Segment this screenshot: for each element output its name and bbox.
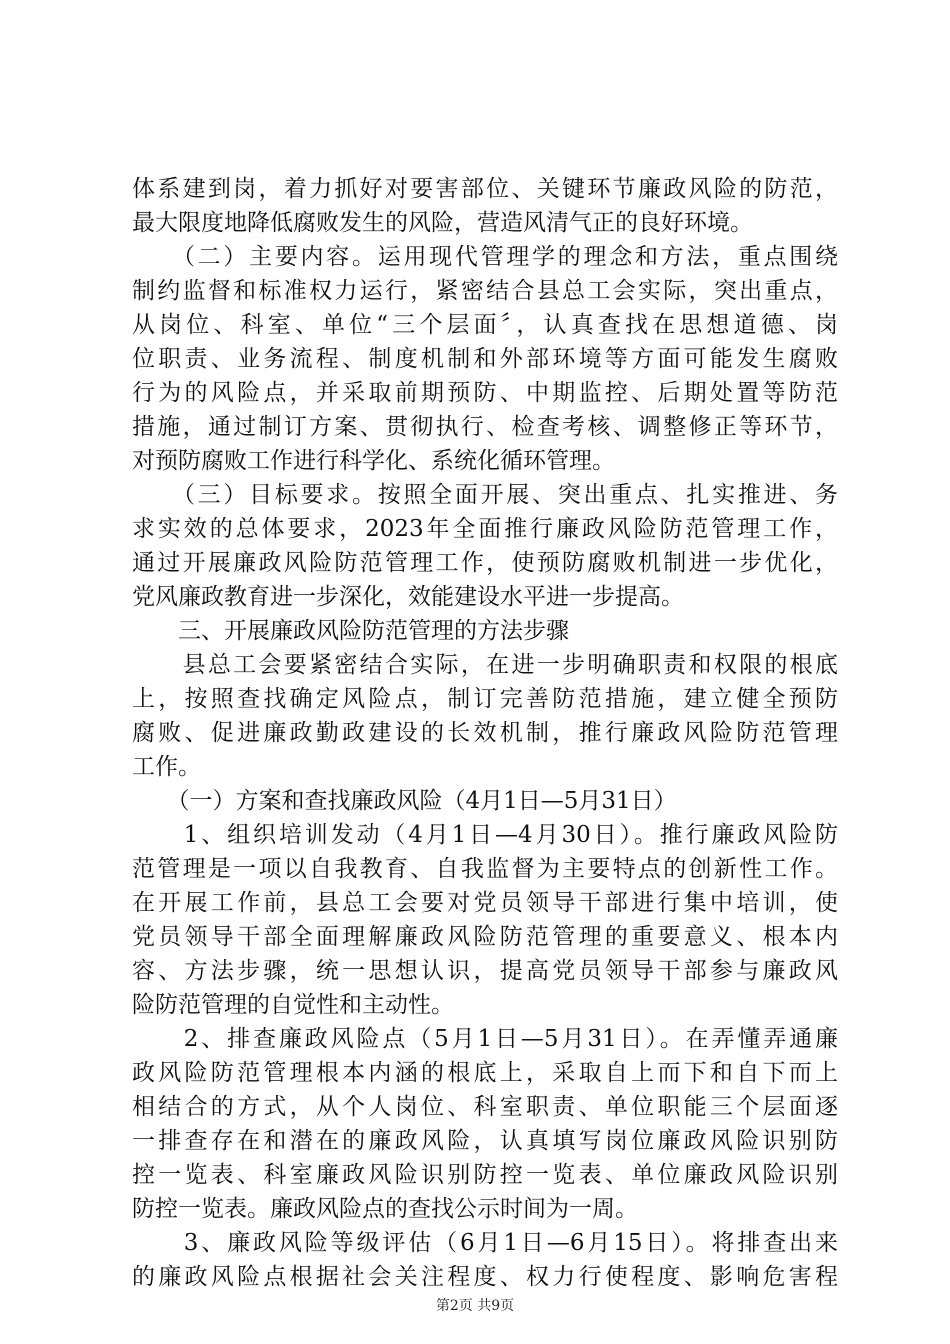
- text-line: 的廉政风险点根据社会关注程度、权力行使程度、影响危害程: [132, 1264, 838, 1290]
- text-line: 制约监督和标准权力运行，紧密结合县总工会实际，突出重点，: [132, 278, 838, 304]
- text-line: 3、廉政风险等级评估（6月1日—6月15日）。将排查出来: [132, 1230, 838, 1256]
- text-line: 险防范管理的自觉性和主动性。: [132, 992, 454, 1018]
- text-line: 在开展工作前，县总工会要对党员领导干部进行集中培训，使: [132, 890, 838, 916]
- document-body: [132, 172, 838, 1294]
- text-line: （一）方案和查找廉政风险（4月1日—5月31日）: [132, 788, 677, 814]
- text-line: 求实效的总体要求，2023年全面推行廉政风险防范管理工作，: [132, 516, 838, 542]
- text-line: 从岗位、科室、单位“三个层面〞，认真查找在思想道德、岗: [132, 312, 838, 338]
- text-line: 党员领导干部全面理解廉政风险防范管理的重要意义、根本内: [132, 924, 838, 950]
- text-line: （二）主要内容。运用现代管理学的理念和方法，重点围绕: [132, 244, 838, 270]
- text-line: 一排查存在和潜在的廉政风险，认真填写岗位廉政风险识别防: [132, 1128, 838, 1154]
- text-line: 三、开展廉政风险防范管理的方法步骤: [132, 618, 569, 644]
- text-line: 相结合的方式，从个人岗位、科室职责、单位职能三个层面逐: [132, 1094, 838, 1120]
- text-line: 容、方法步骤，统一思想认识，提高党员领导干部参与廉政风: [132, 958, 838, 984]
- text-line: 政风险防范管理根本内涵的根底上，采取自上而下和自下而上: [132, 1060, 838, 1086]
- text-line: 控一览表、科室廉政风险识别防控一览表、单位廉政风险识别: [132, 1162, 838, 1188]
- text-line: （三）目标要求。按照全面开展、突出重点、扎实推进、务: [132, 482, 838, 508]
- page-footer: 第2页 共9页: [435, 1298, 515, 1314]
- text-line: 1、组织培训发动（4月1日—4月30日）。推行廉政风险防: [132, 822, 838, 848]
- text-line: 腐败、促进廉政勤政建设的长效机制，推行廉政风险防范管理: [132, 720, 838, 746]
- text-line: 2、排查廉政风险点（5月1日—5月31日）。在弄懂弄通廉: [132, 1026, 838, 1052]
- text-line: 县总工会要紧密结合实际，在进一步明确职责和权限的根底: [132, 652, 838, 678]
- text-line: 对预防腐败工作进行科学化、系统化循环管理。: [132, 448, 615, 474]
- text-line: 上，按照查找确定风险点，制订完善防范措施，建立健全预防: [132, 686, 838, 712]
- text-line: 党风廉政教育进一步深化，效能建设水平进一步提高。: [132, 584, 684, 610]
- text-line: 防控一览表。廉政风险点的查找公示时间为一周。: [132, 1196, 638, 1222]
- text-line: 行为的风险点，并采取前期预防、中期监控、后期处置等防范: [132, 380, 838, 406]
- text-line: 工作。: [132, 754, 201, 780]
- text-line: 最大限度地降低腐败发生的风险，营造风清气正的良好环境。: [132, 210, 753, 236]
- text-line: 体系建到岗，着力抓好对要害部位、关键环节廉政风险的防范，: [132, 176, 838, 202]
- text-line: 范管理是一项以自我教育、自我监督为主要特点的创新性工作。: [132, 856, 838, 882]
- text-line: 措施，通过制订方案、贯彻执行、检查考核、调整修正等环节，: [132, 414, 838, 440]
- text-line: 通过开展廉政风险防范管理工作，使预防腐败机制进一步优化，: [132, 550, 838, 576]
- text-line: 位职责、业务流程、制度机制和外部环境等方面可能发生腐败: [132, 346, 838, 372]
